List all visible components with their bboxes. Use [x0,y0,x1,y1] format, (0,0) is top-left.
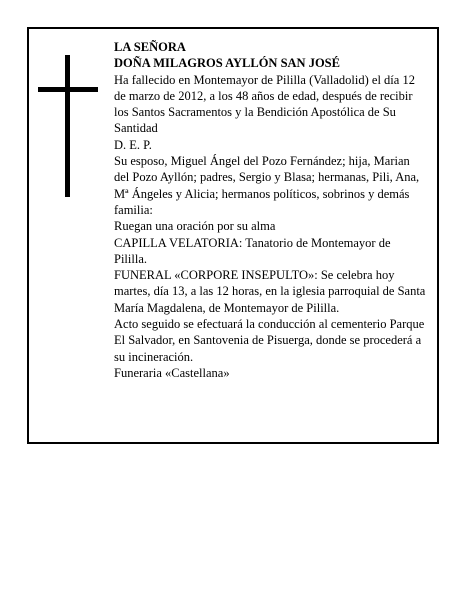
obituary-text [114,39,426,381]
burial-info: Acto seguido se efectuará la conducción al cementerio Parque El Salvador, en Santovenia de Pisuerga, donde se procederá a su incineración. [114,317,425,364]
family-list: Su esposo, Miguel Ángel del Pozo Fernández; hija, Marian del Pozo Ayllón; padres, Sergio y Blasa; hermanas, Pili, Ana, Mª Ángeles y Alicia; hermanos políticos, sobrinos y demás familia: [114,154,420,217]
cross-horizontal-bar [38,87,98,92]
dep-line: D. E. P. [114,137,152,152]
cross-icon [38,55,98,197]
chapel-info: CAPILLA VELATORIA: Tanatorio de Montemayor de Pililla. [114,235,391,266]
funeral-home: Funeraria «Castellana» [114,365,230,380]
prayer-line: Ruegan una oración por su alma [114,219,276,234]
funeral-info: FUNERAL «CORPORE INSEPULTO»: Se celebra hoy martes, día 13, a las 12 horas, en la iglesia parroquial de Santa María Magdalena, de Montemayor de Pililla. [114,268,426,315]
cross-vertical-bar [65,55,70,197]
deceased-name: DOÑA MILAGROS AYLLÓN SAN JOSÉ [114,56,340,71]
notice-heading: LA SEÑORA [114,40,186,54]
death-announcement: Ha fallecido en Montemayor de Pililla (Valladolid) el día 12 de marzo de 2012, a los 48 años de edad, después de recibir los Santos Sacramentos y la Bendición Apostólica de Su Santidad [114,72,415,136]
